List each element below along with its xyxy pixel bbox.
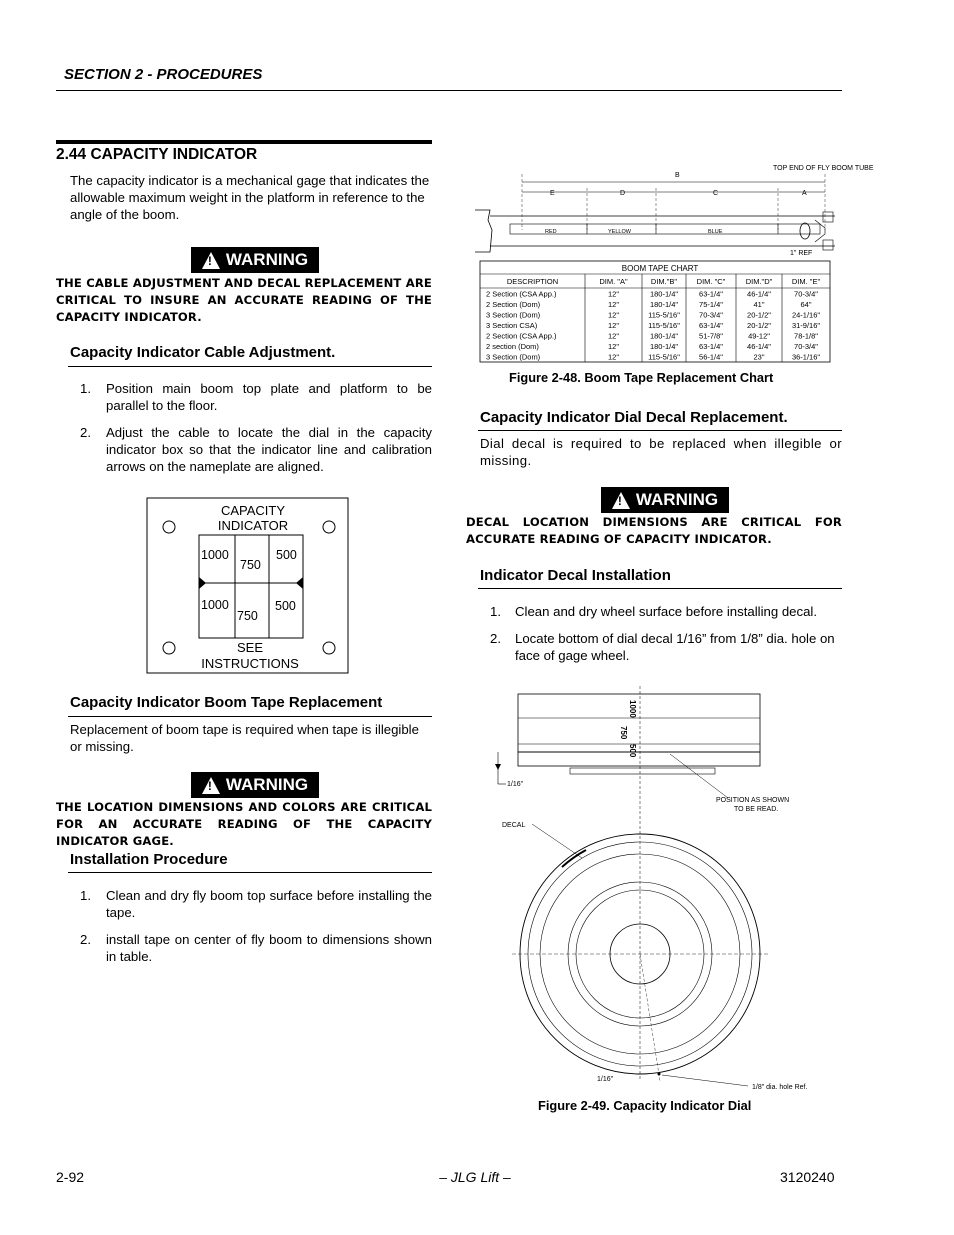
header-rule: [56, 90, 842, 91]
list-number: 1.: [80, 888, 91, 903]
table-cell: 56-1/4": [699, 352, 723, 362]
list-text: Locate bottom of dial decal 1/16” from 1/8” dia. hole on face of gage wheel.: [515, 631, 835, 663]
table-cell: 180-1/4": [649, 289, 679, 299]
section-title: 2.44 CAPACITY INDICATOR: [56, 146, 258, 163]
table-cell: 180-1/4": [649, 342, 679, 351]
dim-label-b: B: [675, 172, 680, 179]
table-cell: 46-1/4": [747, 342, 771, 351]
dial-value: 750: [237, 609, 258, 623]
dim-label-a: A: [802, 190, 807, 197]
list-text: Adjust the cable to locate the dial in the capacity indicator box so that the indicator line and calibration arrows on the nameplate are aligned.: [106, 425, 432, 474]
capacity-nameplate-figure: [146, 497, 350, 675]
dial-value: 750: [240, 558, 261, 572]
list-text: Clean and dry fly boom top surface before installing the tape.: [106, 888, 432, 920]
position-label: TO BE READ.: [734, 806, 779, 813]
list-number: 2.: [490, 631, 501, 646]
warning-badge: [601, 487, 729, 513]
table-header-cell: DIM. "E": [791, 277, 821, 286]
table-cell: 12": [607, 342, 620, 351]
hole-ref-label: 1/8" dia. hole Ref.: [752, 1084, 808, 1091]
warning-label: WARNING: [635, 490, 719, 509]
table-cell: 180-1/4": [649, 331, 679, 341]
top-end-label: TOP END OF FLY BOOM TUBE: [773, 165, 874, 172]
figure-caption: Figure 2-49. Capacity Indicator Dial: [538, 1098, 752, 1113]
table-cell: 63-1/4": [699, 289, 723, 299]
table-cell: 115-5/16": [648, 321, 680, 330]
warning-icon: !: [202, 252, 220, 269]
table-cell: 3 Section (Dom): [486, 352, 541, 362]
table-cell: 2 Section (CSA App.): [486, 289, 557, 299]
heading-rule: [478, 430, 842, 431]
document-number: 3120240: [780, 1169, 835, 1185]
warning-badge: [191, 772, 319, 798]
position-label: POSITION AS SHOWN: [716, 797, 790, 804]
table-header-cell: DIM. "A": [599, 277, 628, 286]
tape-table: [486, 274, 820, 362]
warning-text: THE LOCATION DIMENSIONS AND COLORS ARE CRITICAL FOR AN ACCURATE READING OF THE CAPACITY INDICATOR GAGE.: [56, 800, 432, 848]
tape-color-blue: BLUE: [708, 229, 723, 235]
table-cell: 70-3/4": [794, 289, 818, 299]
sixteenth-label-top: 1/16": [507, 781, 524, 788]
table-cell: 63-1/4": [699, 342, 723, 351]
table-cell: 46-1/4": [747, 289, 771, 299]
capacity-dial-figure: [490, 686, 840, 1094]
table-cell: 2 section (Dom): [486, 342, 539, 351]
title-bar: [56, 140, 432, 144]
table-cell: 51-7/8": [699, 331, 723, 341]
warning-icon: !: [612, 492, 630, 509]
table-cell: 78-1/8": [794, 331, 818, 341]
dial-value: 500: [276, 548, 297, 562]
table-cell: 64": [800, 300, 812, 309]
dial-value: 750: [619, 726, 628, 740]
table-cell: 20-1/2": [747, 310, 771, 320]
table-header-cell: DIM."D": [745, 277, 773, 286]
dial-decal-text: Dial decal is required to be replaced when illegible or missing.: [480, 436, 842, 468]
table-cell: 12": [607, 300, 620, 309]
heading-rule: [68, 872, 432, 873]
dial-value: 500: [628, 744, 637, 758]
sixteenth-label-bottom: 1/16": [597, 1076, 614, 1083]
ref-label: 1" REF: [790, 250, 813, 257]
calibration-arrow-right: [296, 577, 303, 589]
dial-value: 1000: [201, 598, 229, 612]
table-header-cell: DESCRIPTION: [506, 277, 559, 286]
tape-replace-heading: Capacity Indicator Boom Tape Replacement: [70, 694, 383, 711]
table-cell: 2 Section (CSA App.): [486, 331, 557, 341]
nameplate-see: SEE: [236, 640, 264, 655]
cable-adjust-heading: Capacity Indicator Cable Adjustment.: [70, 344, 336, 361]
table-cell: 75-1/4": [699, 300, 723, 309]
table-cell: 31-9/16": [791, 321, 821, 330]
tape-color-yellow: YELLOW: [608, 229, 631, 235]
table-cell: 24-1/16": [791, 310, 821, 320]
table-cell: 12": [607, 289, 620, 299]
warning-icon: !: [202, 777, 220, 794]
dim-label-e: E: [550, 190, 555, 197]
table-cell: 3 Section (Dom): [486, 310, 541, 320]
nameplate-title2: INDICATOR: [217, 518, 289, 533]
tape-color-red: RED: [545, 229, 557, 235]
list-item: [490, 630, 842, 664]
install-heading: Installation Procedure: [70, 851, 228, 868]
list-text: Position main boom top plate and platform to be parallel to the floor.: [106, 381, 432, 413]
warning-text: THE CABLE ADJUSTMENT AND DECAL REPLACEMENT ARE CRITICAL TO INSURE AN ACCURATE READING OF THE CAPACITY INDICATOR.: [56, 276, 432, 324]
list-item: [80, 380, 432, 414]
table-cell: 49-12": [748, 331, 770, 341]
nameplate-instructions: INSTRUCTIONS: [201, 656, 299, 671]
decal-install-heading: Indicator Decal Installation: [480, 567, 671, 584]
table-cell: 12": [607, 321, 620, 330]
table-header-cell: DIM. "C": [696, 277, 726, 286]
table-cell: 70-3/4": [699, 310, 723, 320]
table-cell: 2 Section (Dom): [486, 300, 541, 309]
section-header: SECTION 2 - PROCEDURES: [64, 66, 263, 83]
list-item: [490, 603, 842, 620]
boom-tape-figure: [470, 160, 874, 365]
table-cell: 70-3/4": [794, 342, 818, 351]
list-item: [80, 931, 432, 965]
calibration-arrow-left: [199, 577, 206, 589]
table-cell: 41": [753, 300, 765, 309]
dial-decal-heading: Capacity Indicator Dial Decal Replacement.: [480, 409, 788, 426]
table-cell: 63-1/4": [699, 321, 723, 330]
list-text: Clean and dry wheel surface before installing decal.: [515, 604, 818, 619]
heading-rule: [478, 588, 842, 589]
intro-paragraph: The capacity indicator is a mechanical gage that indicates the allowable maximum weight in the platform in reference to the angle of the boom.: [70, 173, 430, 222]
dim-label-c: C: [713, 190, 719, 197]
list-item: [80, 424, 432, 475]
list-number: 1.: [80, 381, 91, 396]
dial-value: 1000: [201, 548, 229, 562]
dim-label-d: D: [620, 190, 626, 197]
heading-rule: [68, 716, 432, 717]
table-cell: 12": [607, 310, 620, 320]
figure-caption: Figure 2-48. Boom Tape Replacement Chart: [509, 370, 774, 385]
table-cell: 12": [607, 331, 620, 341]
table-header-cell: DIM."B": [650, 277, 678, 286]
heading-rule: [68, 366, 432, 367]
table-cell: 20-1/2": [747, 321, 771, 330]
table-cell: 115-5/16": [648, 352, 680, 362]
list-text: install tape on center of fly boom to dimensions shown in table.: [106, 932, 432, 964]
nameplate-title1: CAPACITY: [220, 503, 286, 518]
warning-text: DECAL LOCATION DIMENSIONS ARE CRITICAL FOR ACCURATE READING OF CAPACITY INDICATOR.: [466, 515, 842, 546]
chart-title: BOOM TAPE CHART: [621, 264, 699, 273]
dial-value: 1000: [628, 700, 637, 718]
warning-label: WARNING: [225, 250, 309, 269]
footer-center: – JLG Lift –: [439, 1169, 511, 1185]
list-item: [80, 887, 432, 921]
table-cell: 3 Section CSA): [486, 321, 538, 330]
list-number: 2.: [80, 425, 91, 440]
table-cell: 36-1/16": [791, 352, 821, 362]
dial-value: 500: [275, 599, 296, 613]
warning-badge: [191, 247, 319, 273]
list-number: 1.: [490, 604, 501, 619]
tape-replace-text: Replacement of boom tape is required when tape is illegible or missing.: [70, 722, 419, 754]
page-number: 2-92: [56, 1169, 85, 1185]
list-number: 2.: [80, 932, 91, 947]
warning-label: WARNING: [225, 775, 309, 794]
table-cell: 12": [607, 352, 620, 362]
table-cell: 180-1/4": [649, 300, 679, 309]
table-cell: 115-5/16": [648, 310, 680, 320]
decal-label: DECAL: [502, 822, 526, 829]
table-cell: 23": [753, 352, 765, 362]
